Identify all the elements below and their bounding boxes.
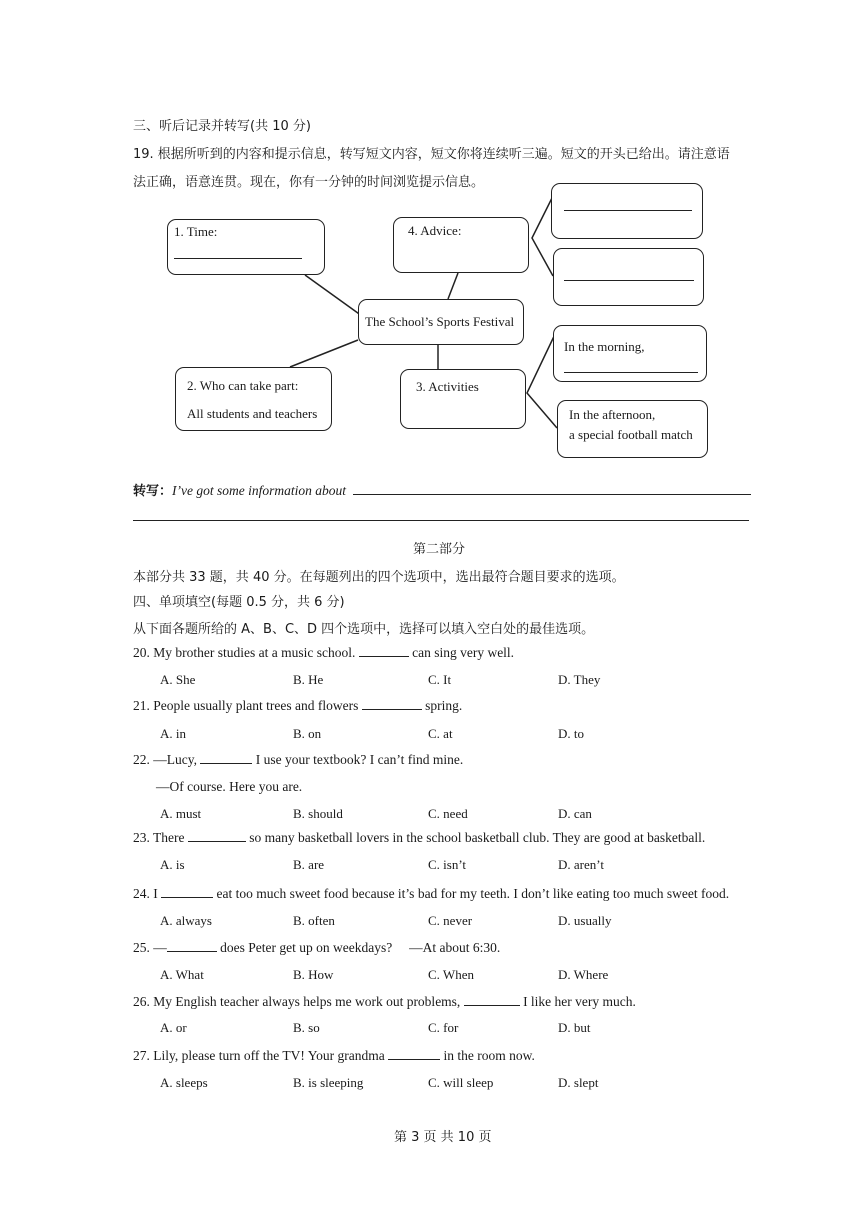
- option-b[interactable]: B. are: [293, 857, 325, 872]
- time-label: 1. Time:: [174, 224, 218, 239]
- morning-blank[interactable]: [564, 372, 698, 373]
- option-b[interactable]: B. How: [293, 967, 334, 982]
- option-a[interactable]: A. in: [160, 726, 186, 741]
- mindmap-center-box: [358, 299, 524, 345]
- option-a[interactable]: A. She: [160, 672, 196, 687]
- dialogue-reply: —Of course. Here you are.: [156, 779, 303, 794]
- option-b[interactable]: B. often: [293, 913, 335, 928]
- page-number: 第 3 页 共 10 页: [394, 1130, 492, 1145]
- option-c[interactable]: C. need: [428, 806, 468, 821]
- advice-blank-2[interactable]: [564, 280, 694, 281]
- transcribe-row: [133, 480, 346, 500]
- who-title: 2. Who can take part:: [187, 378, 299, 393]
- option-b[interactable]: B. is sleeping: [293, 1075, 364, 1090]
- option-b[interactable]: B. so: [293, 1020, 320, 1035]
- option-c[interactable]: C. When: [428, 967, 474, 982]
- question-stem: 26. My English teacher always helps me work out problems, I like her very much.: [133, 994, 636, 1009]
- option-a[interactable]: A. sleeps: [160, 1075, 208, 1090]
- option-d[interactable]: D. They: [558, 672, 601, 687]
- answer-blank[interactable]: [161, 896, 213, 898]
- advice-blank-box-1: [551, 183, 703, 239]
- section-heading: 三、听后记录并转写(共 10 分): [133, 119, 311, 134]
- advice-label: 4. Advice:: [408, 223, 462, 238]
- question-stem: 27. Lily, please turn off the TV! Your grandma in the room now.: [133, 1048, 535, 1063]
- section4-heading: 四、单项填空(每题 0.5 分，共 6 分): [133, 595, 345, 610]
- option-a[interactable]: A. is: [160, 857, 185, 872]
- time-blank[interactable]: [174, 258, 302, 259]
- option-b[interactable]: B. He: [293, 672, 324, 687]
- option-a[interactable]: A. must: [160, 806, 202, 821]
- answer-blank[interactable]: [167, 950, 217, 952]
- question-19-text: 19. 根据所听到的内容和提示信息，转写短文内容，短文你将连续听三遍。短文的开头已给出。请注意语: [133, 147, 730, 162]
- option-d[interactable]: D. slept: [558, 1075, 599, 1090]
- question-stem: 24. I eat too much sweet food because it’s bad for my teeth. I don’t like eating too much sweet food.: [133, 886, 730, 901]
- question-stem: 21. People usually plant trees and flowers spring.: [133, 698, 463, 713]
- option-c[interactable]: C. for: [428, 1020, 459, 1035]
- option-d[interactable]: D. but: [558, 1020, 591, 1035]
- answer-blank[interactable]: [464, 1004, 520, 1006]
- question-stem: 23. There so many basketball lovers in the school basketball club. They are good at basketball.: [133, 830, 706, 845]
- mindmap-who-box: [175, 367, 332, 431]
- afternoon-label: In the afternoon,: [569, 407, 656, 422]
- afternoon-detail: a special football match: [569, 427, 693, 442]
- option-c[interactable]: C. at: [428, 726, 453, 741]
- option-a[interactable]: A. always: [160, 913, 212, 928]
- answer-blank[interactable]: [388, 1058, 440, 1060]
- option-d[interactable]: D. usually: [558, 913, 612, 928]
- transcribe-blank-2[interactable]: [133, 520, 749, 521]
- center-title: The School’s Sports Festival: [365, 314, 515, 329]
- option-d[interactable]: D. can: [558, 806, 592, 821]
- question-stem: 20. My brother studies at a music school. can sing very well.: [133, 645, 515, 660]
- option-c[interactable]: C. never: [428, 913, 473, 928]
- morning-box: [553, 325, 707, 382]
- activities-label: 3. Activities: [416, 379, 479, 394]
- question-stem: 22. —Lucy, I use your textbook? I can’t find mine.: [133, 752, 464, 767]
- section4-instruction: 从下面各题所给的 A、B、C、D 四个选项中，选择可以填入空白处的最佳选项。: [133, 622, 595, 637]
- option-c[interactable]: C. isn’t: [428, 857, 467, 872]
- transcribe-start: I’ve got some information about: [172, 483, 346, 498]
- option-a[interactable]: A. or: [160, 1020, 187, 1035]
- advice-blank-box-2: [553, 248, 704, 306]
- option-c[interactable]: C. will sleep: [428, 1075, 494, 1090]
- answer-blank[interactable]: [188, 840, 246, 842]
- who-value: All students and teachers: [187, 406, 318, 421]
- answer-blank[interactable]: [200, 762, 252, 764]
- answer-blank[interactable]: [362, 708, 422, 710]
- option-d[interactable]: D. aren’t: [558, 857, 604, 872]
- morning-label: In the morning,: [564, 339, 645, 354]
- part2-title: 第二部分: [413, 542, 466, 557]
- transcribe-label: 转写：: [133, 484, 173, 499]
- mindmap-advice-box: [393, 217, 529, 273]
- part2-intro: 本部分共 33 题，共 40 分。在每题列出的四个选项中，选出最符合题目要求的选项。: [133, 570, 625, 585]
- option-b[interactable]: B. on: [293, 726, 322, 741]
- option-a[interactable]: A. What: [160, 967, 204, 982]
- mindmap-time-box: [167, 219, 325, 275]
- option-d[interactable]: D. Where: [558, 967, 609, 982]
- transcribe-blank-1[interactable]: [353, 494, 751, 495]
- option-d[interactable]: D. to: [558, 726, 584, 741]
- question-stem: 25. — does Peter get up on weekdays? —At about 6:30.: [133, 940, 501, 955]
- option-c[interactable]: C. It: [428, 672, 452, 687]
- option-b[interactable]: B. should: [293, 806, 343, 821]
- advice-blank-1[interactable]: [564, 210, 692, 211]
- answer-blank[interactable]: [359, 655, 409, 657]
- mindmap-activities-box: [400, 369, 526, 429]
- question-19-text-cont: 法正确，语意连贯。现在，你有一分钟的时间浏览提示信息。: [133, 175, 485, 190]
- afternoon-box: [557, 400, 708, 458]
